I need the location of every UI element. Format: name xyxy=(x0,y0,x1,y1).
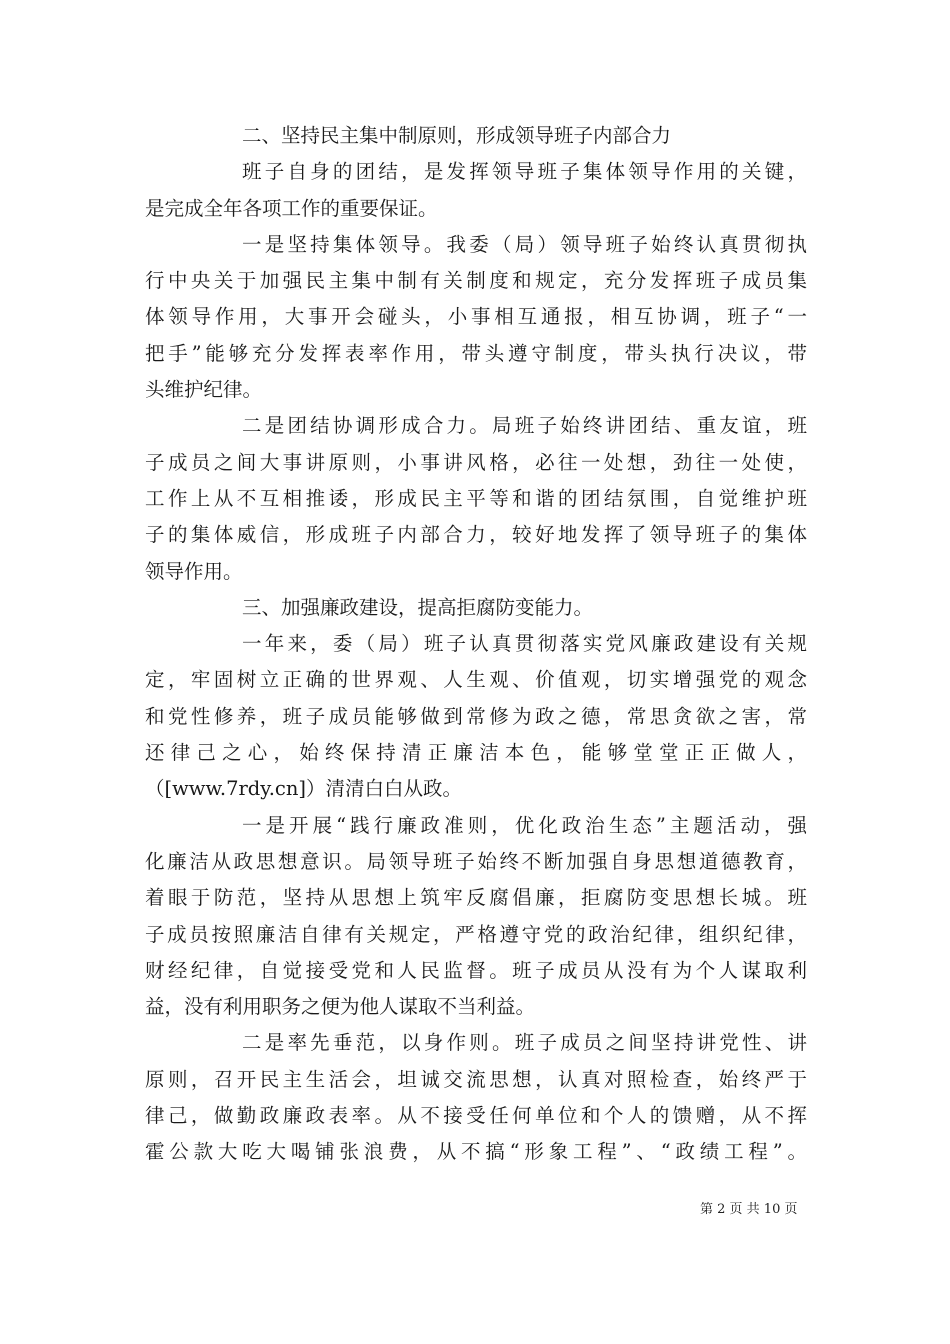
text-line: 一是坚持集体领导。我委（局）领导班子始终认真贯彻执 xyxy=(242,232,807,256)
text-line: 头维护纪律。 xyxy=(145,378,263,402)
text-line: 行中央关于加强民主集中制有关制度和规定，充分发挥班子成员集 xyxy=(145,269,807,293)
text-line: 益，没有利用职务之便为他人谋取不当利益。 xyxy=(145,995,536,1019)
text-line: 财经纪律，自觉接受党和人民监督。班子成员从没有为个人谋取利 xyxy=(145,958,807,982)
text-line: 二是团结协调形成合力。局班子始终讲团结、重友谊，班 xyxy=(242,414,807,438)
text-line: 工作上从不互相推诿，形成民主平等和谐的团结氛围，自觉维护班 xyxy=(145,486,807,510)
text-line: 霍公款大吃大喝铺张浪费，从不搞“形象工程”、“政绩工程”。 xyxy=(145,1140,807,1164)
text-line: 把手”能够充分发挥表率作用，带头遵守制度，带头执行决议，带 xyxy=(145,341,807,365)
text-line: 原则，召开民主生活会，坦诚交流思想，认真对照检查，始终严于 xyxy=(145,1067,807,1091)
text-line: 化廉洁从政思想意识。局领导班子始终不断加强自身思想道德教育， xyxy=(145,849,807,873)
text-line: 定，牢固树立正确的世界观、人生观、价值观，切实增强党的观念 xyxy=(145,668,807,692)
text-line: 子成员之间大事讲原则，小事讲风格，必往一处想，劲往一处使， xyxy=(145,450,807,474)
text-line: 律己，做勤政廉政表率。从不接受任何单位和个人的馈赠，从不挥 xyxy=(145,1104,807,1128)
page-number: 第 2 页 共 10 页 xyxy=(700,1202,798,1217)
text-line: 着眼于防范，坚持从思想上筑牢反腐倡廉，拒腐防变思想长城。班 xyxy=(145,886,807,910)
text-line: 还律己之心，始终保持清正廉洁本色，能够堂堂正正做人， xyxy=(145,741,807,765)
text-line: 子成员按照廉洁自律有关规定，严格遵守党的政治纪律，组织纪律， xyxy=(145,922,807,946)
text-line: 体领导作用，大事开会碰头，小事相互通报，相互协调，班子“一 xyxy=(145,305,807,329)
text-line: 领导作用。 xyxy=(145,559,243,583)
text-line: 是完成全年各项工作的重要保证。 xyxy=(145,196,438,220)
text-line: 一年来，委（局）班子认真贯彻落实党风廉政建设有关规 xyxy=(242,632,807,656)
text-line: 一是开展“践行廉政准则，优化政治生态”主题活动，强 xyxy=(242,813,807,837)
text-line: 和党性修养，班子成员能够做到常修为政之德，常思贪欲之害，常 xyxy=(145,704,807,728)
text-line: 子的集体威信，形成班子内部合力，较好地发挥了领导班子的集体 xyxy=(145,523,807,547)
document-body xyxy=(145,118,807,1171)
text-line: 二、坚持民主集中制原则，形成领导班子内部合力 xyxy=(242,124,672,147)
text-line: （[www.7rdy.cn]）清清白白从政。 xyxy=(145,777,462,801)
text-line: 班子自身的团结，是发挥领导班子集体领导作用的关键， xyxy=(242,160,807,184)
text-line: 三、加强廉政建设，提高拒腐防变能力。 xyxy=(242,595,594,619)
text-line: 二是率先垂范，以身作则。班子成员之间坚持讲党性、讲 xyxy=(242,1031,807,1055)
